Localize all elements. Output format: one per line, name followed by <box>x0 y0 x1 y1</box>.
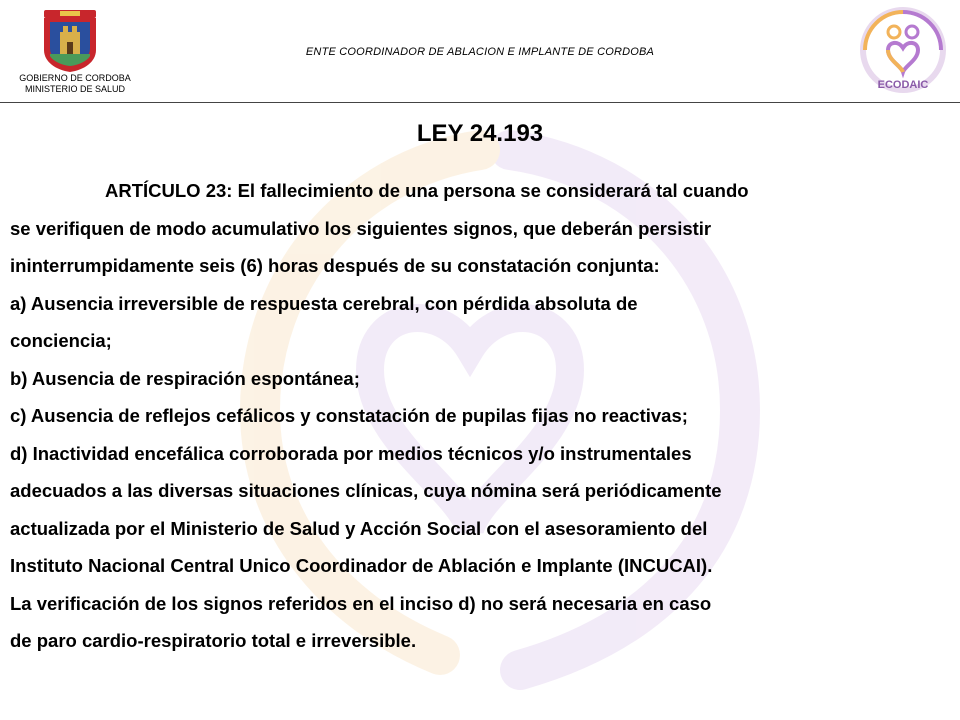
article-line: se verifiquen de modo acumulativo los siguientes signos, que deberán persistir <box>10 217 712 239</box>
article-line: b) Ausencia de respiración espontánea; <box>10 367 360 389</box>
main-content <box>10 112 950 660</box>
law-title: LEY 24.193 <box>416 120 544 147</box>
government-label <box>0 73 150 95</box>
article-line: adecuados a las diversas situaciones clínicas, cuya nómina será periódicamente <box>10 480 722 501</box>
header-title: ENTE COORDINADOR DE ABLACION E IMPLANTE DE CORDOBA <box>305 46 655 58</box>
article-line: de paro cardio-respiratorio total e irreversible. <box>10 630 417 651</box>
ecodaic-logo-text: ECODAIC <box>877 79 929 91</box>
article-line: actualizada por el Ministerio de Salud y Acción Social con el asesoramiento del <box>10 517 708 539</box>
article-line: Instituto Nacional Central Unico Coordinador de Ablación e Implante (INCUCAI). <box>10 555 713 576</box>
article-line: d) Inactividad encefálica corroborada por medios técnicos y/o instrumentales <box>10 442 692 464</box>
article-text <box>10 172 950 660</box>
article-line: La verificación de los signos referidos en el inciso d) no será necesaria en caso <box>10 592 712 614</box>
cordoba-crest-logo <box>40 10 100 72</box>
article-line: c) Ausencia de reflejos cefálicos y constatación de pupilas fijas no reactivas; <box>10 405 688 426</box>
article-line: a) Ausencia irreversible de respuesta cerebral, con pérdida absoluta de <box>10 292 638 314</box>
ecodaic-logo <box>858 6 948 96</box>
article-line: ininterrumpidamente seis (6) horas después de su constatación conjunta: <box>10 255 660 276</box>
article-line: ARTÍCULO 23: El fallecimiento de una persona se considerará tal cuando <box>105 180 749 201</box>
header-divider <box>0 102 960 103</box>
article-line: conciencia; <box>10 330 112 351</box>
gov-line-1: GOBIERNO DE CORDOBA <box>19 73 131 83</box>
gov-line-2: MINISTERIO DE SALUD <box>24 84 125 94</box>
